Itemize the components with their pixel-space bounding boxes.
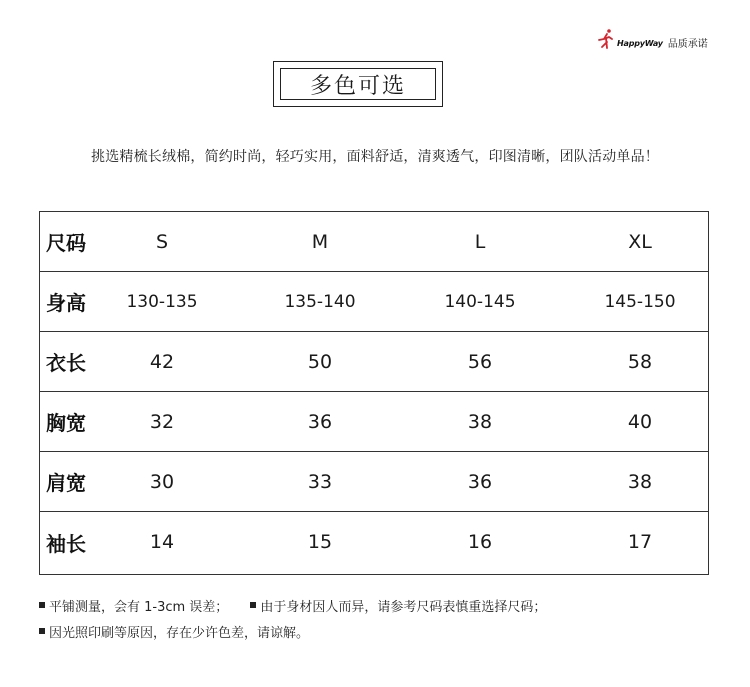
brand-name: HappyWay: [617, 38, 663, 48]
header-size-l: L: [474, 230, 486, 253]
table-cell: 140-145: [444, 291, 516, 312]
header-size-xl: XL: [628, 230, 652, 253]
table-cell: 36: [307, 410, 333, 433]
table-cell: 15: [307, 531, 333, 553]
table-row: [40, 452, 708, 512]
table-cell: 40: [627, 410, 653, 433]
title-frame: [273, 61, 443, 107]
row-label: 衣长: [46, 351, 86, 375]
notes: [39, 592, 546, 644]
table-cell: 56: [467, 350, 493, 373]
table-cell: 32: [149, 410, 175, 433]
table-row: [40, 512, 708, 572]
brand-logo: [598, 27, 708, 51]
table-row: [40, 392, 708, 452]
page-title: 多色可选: [280, 68, 436, 100]
product-intro: 挑选精梳长绒棉，简约时尚，轻巧实用，面料舒适，清爽透气，印图清晰，团队活动单品！: [91, 149, 659, 165]
table-cell: 38: [627, 470, 653, 493]
row-label: 胸宽: [46, 411, 86, 435]
table-cell: 58: [627, 350, 653, 373]
note-text: 因光照印刷等原因，存在少许色差，请谅解。: [49, 625, 310, 641]
table-cell: 130-135: [126, 291, 198, 312]
bullet-square-icon: [39, 602, 45, 608]
table-cell: 50: [307, 350, 333, 373]
note-text: 由于身材因人而异，请参考尺码表慎重选择尺码；: [260, 599, 547, 615]
bullet-square-icon: [39, 628, 45, 634]
note-line: [39, 618, 546, 644]
header-size-s: S: [155, 230, 169, 253]
note-line: [39, 592, 546, 618]
table-cell: 17: [627, 531, 653, 553]
table-cell: 42: [149, 350, 175, 373]
table-cell: 145-150: [604, 291, 676, 312]
table-header-row: [40, 212, 708, 272]
bullet-square-icon: [250, 602, 256, 608]
note-text: 平铺测量，会有 1-3cm 误差；: [49, 599, 229, 615]
table-cell: 14: [149, 531, 175, 553]
table-cell: 135-140: [284, 291, 356, 312]
table-cell: 36: [467, 470, 493, 493]
header-label: 尺码: [46, 231, 86, 255]
table-cell: 30: [149, 470, 175, 493]
size-table: [39, 211, 709, 575]
row-label: 肩宽: [46, 471, 86, 495]
table-cell: 38: [467, 410, 493, 433]
row-label: 袖长: [46, 531, 86, 556]
table-row: [40, 272, 708, 332]
table-cell: 33: [307, 470, 333, 493]
header-size-m: M: [311, 230, 329, 253]
row-label: 身高: [46, 291, 86, 315]
running-figure-icon: [598, 28, 616, 50]
brand-slogan: 品质承诺: [667, 39, 708, 50]
table-row: [40, 332, 708, 392]
table-cell: 16: [467, 531, 493, 553]
